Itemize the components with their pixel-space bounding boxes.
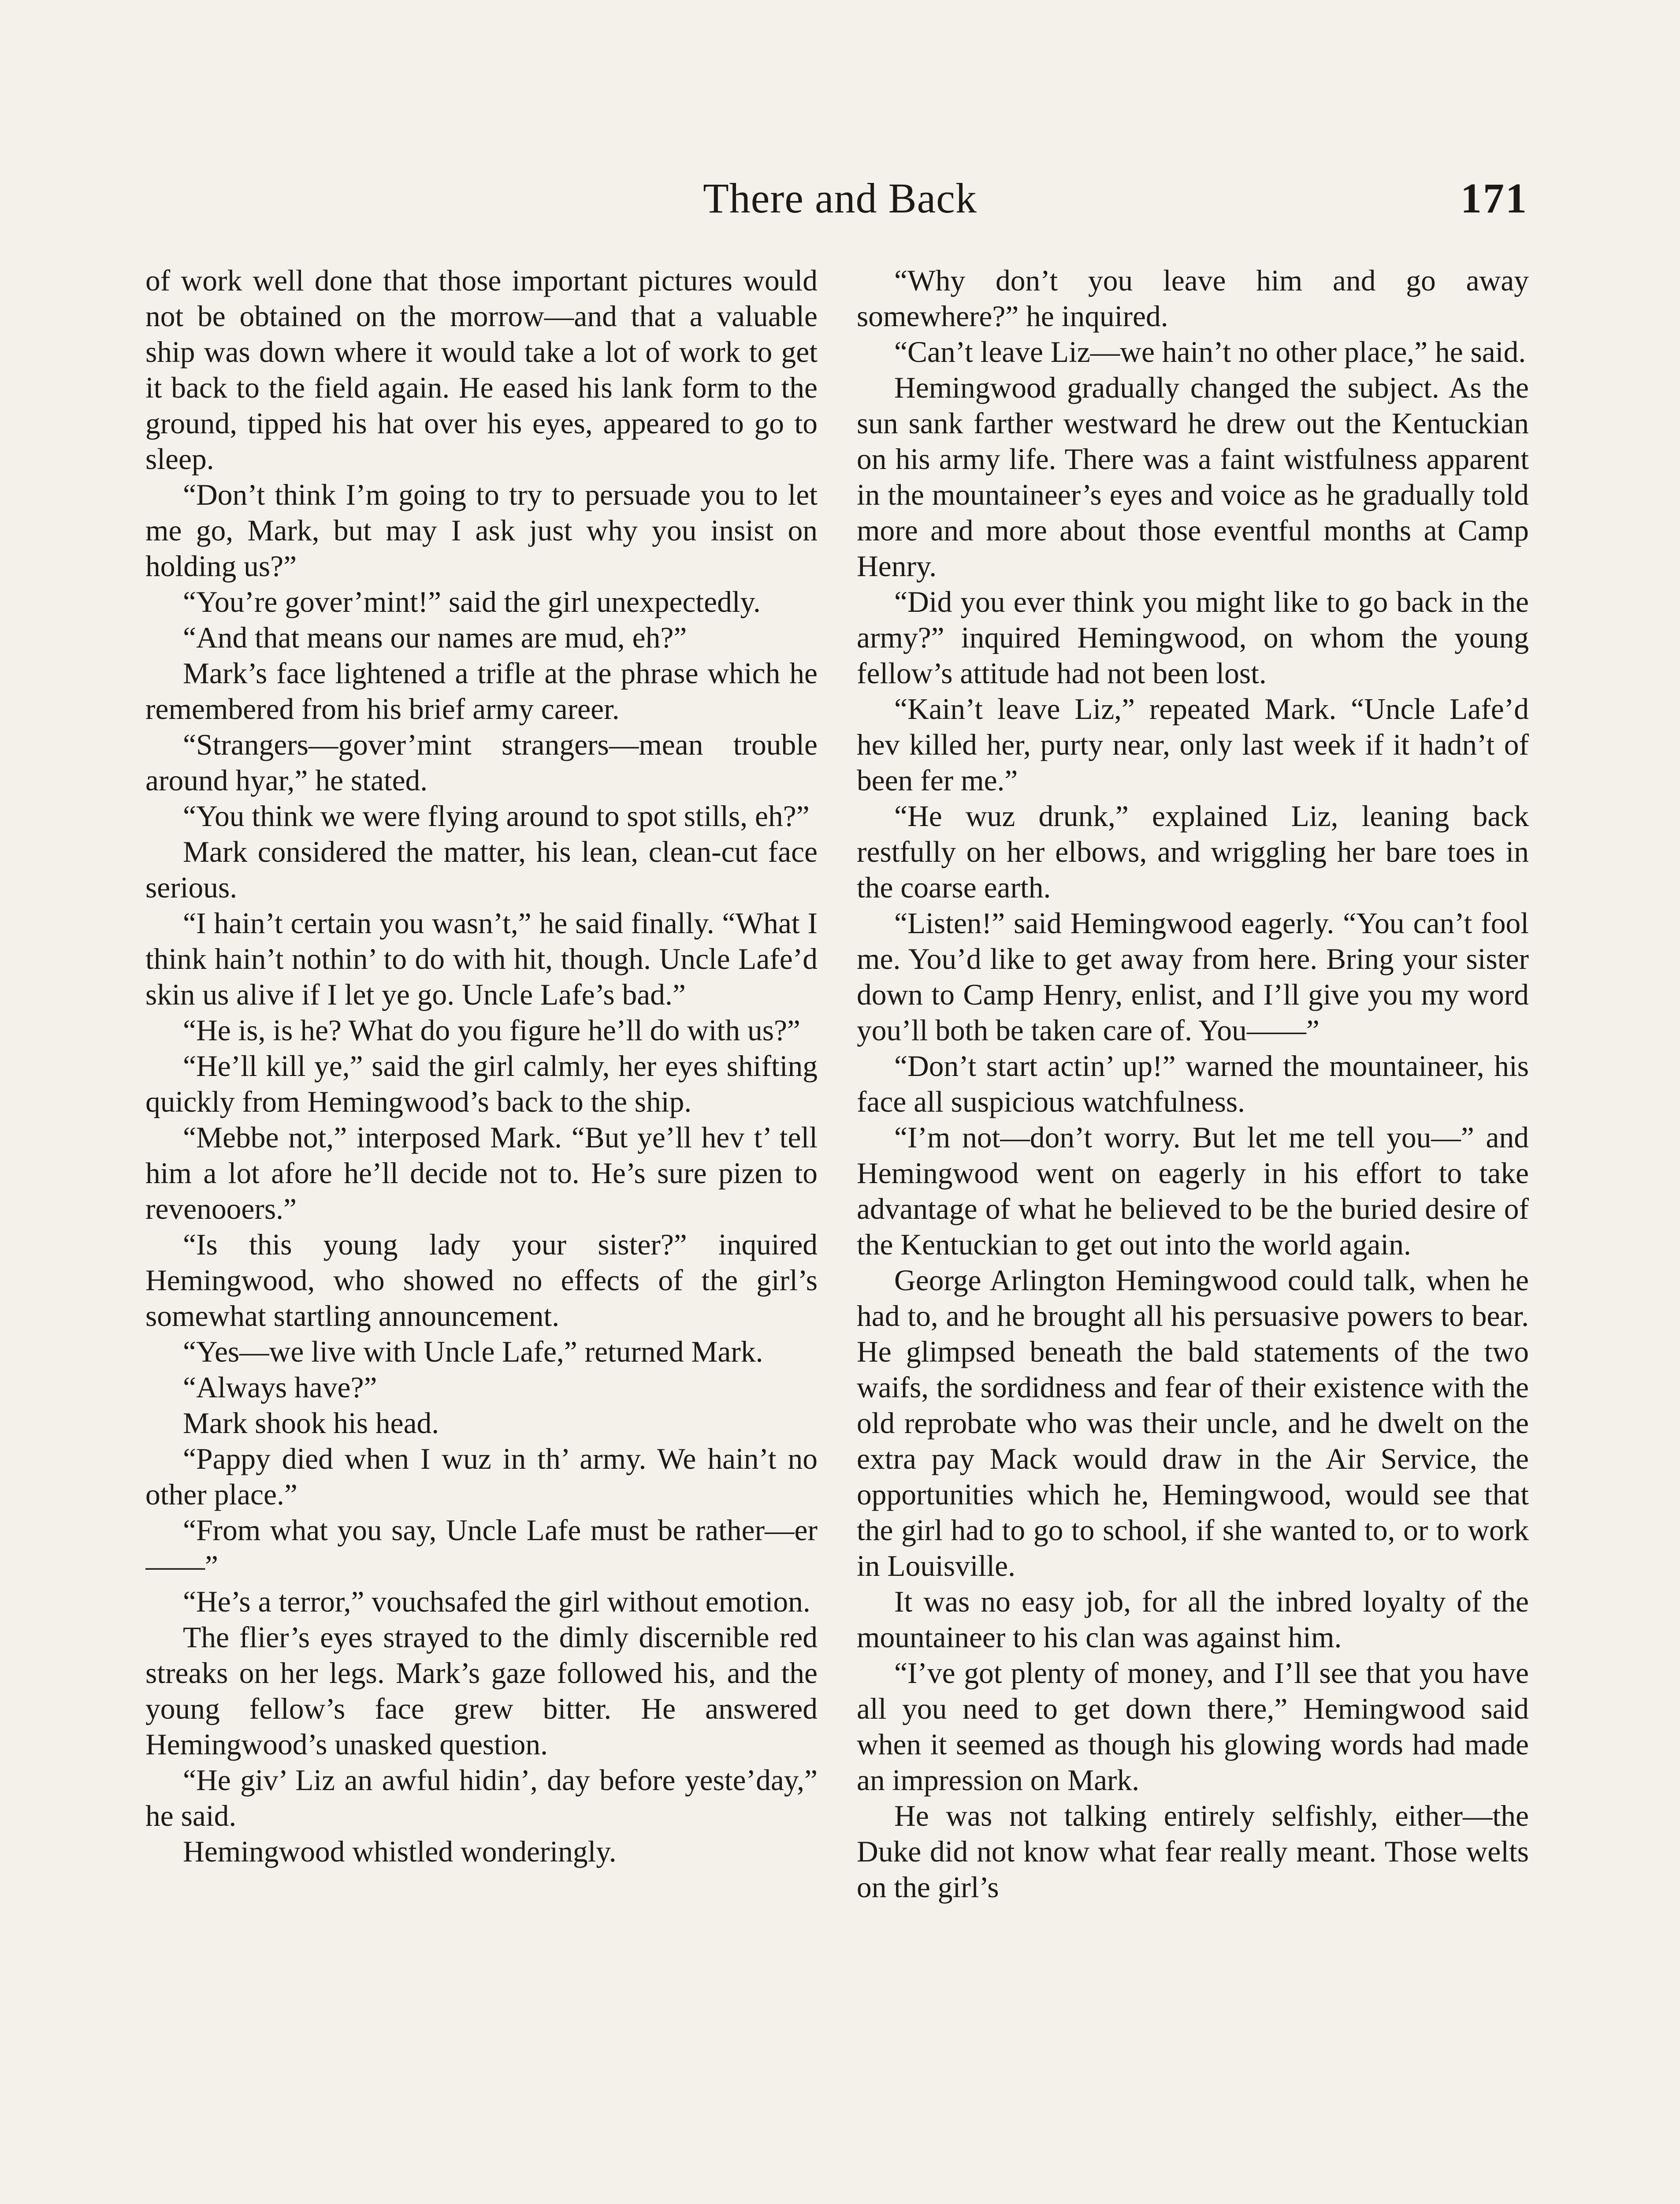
paragraph: It was no easy job, for all the inbred loyalty of the mountaineer to his clan was against him. <box>857 1585 1529 1654</box>
paragraph: “Did you ever think you might like to go back in the army?” inquired Hemingwood, on whom the young fellow’s attitude had not been lost. <box>857 585 1529 690</box>
paragraph: “Don’t start actin’ up!” warned the mountaineer, his face all suspicious watchfulness. <box>857 1050 1529 1118</box>
paragraph: “Kain’t leave Liz,” repeated Mark. “Uncle Lafe’d hev killed her, purty near, only last week if it hadn’t of been fer me.” <box>857 692 1529 797</box>
paragraph: Mark shook his head. <box>183 1407 439 1440</box>
paragraph: “He’ll kill ye,” said the girl calmly, her eyes shifting quickly from Hemingwood’s back to the ship. <box>145 1050 818 1118</box>
paragraph: Mark’s face lightened a trifle at the phrase which he remembered from his brief army career. <box>145 657 818 726</box>
left-text-column <box>145 263 818 2204</box>
paragraph: “Why don’t you leave him and go away somewhere?” he inquired. <box>857 264 1529 333</box>
paragraph: “Listen!” said Hemingwood eagerly. “You can’t fool me. You’d like to get away from here. Bring your sister down to Camp Henry, enlist, and I’ll give you my word you’ll both be taken care of. You——” <box>857 907 1529 1047</box>
paragraph: “And that means our names are mud, eh?” <box>183 621 687 654</box>
paragraph: Mark considered the matter, his lean, clean-cut face serious. <box>145 835 818 904</box>
paragraph: “I’m not—don’t worry. But let me tell you—” and Hemingwood went on eagerly in his effort to take advantage of what he believed to be the buried desire of the Kentuckian to get out into the world again. <box>857 1121 1529 1261</box>
paragraph: “He is, is he? What do you figure he’ll do with us?” <box>183 1014 800 1047</box>
paragraph: The flier’s eyes strayed to the dimly discernible red streaks on her legs. Mark’s gaze followed his, and the young fellow’s face grew bitter. He answered Hemingwood’s unasked question. <box>145 1621 818 1761</box>
running-title: There and Back <box>703 175 977 222</box>
paragraph: “He’s a terror,” vouchsafed the girl without emotion. <box>183 1585 810 1618</box>
paragraph: “He wuz drunk,” explained Liz, leaning back restfully on her elbows, and wriggling her bare toes in the coarse earth. <box>857 800 1529 904</box>
page-number: 171 <box>1461 175 1528 222</box>
paragraph: “Can’t leave Liz—we hain’t no other place,” he said. <box>894 335 1526 369</box>
paragraph: “Strangers—gover’mint strangers—mean trouble around hyar,” he stated. <box>145 728 818 797</box>
paragraph: George Arlington Hemingwood could talk, when he had to, and he brought all his persuasive powers to bear. He glimpsed beneath the bald statements of the two waifs, the sordidness and fear of their existence with the old reprobate who was their uncle, and he dwelt on the extra pay Mack would draw in the Air Service, the opportunities which he, Hemingwood, would see that the girl had to go to school, if she wanted to, or to work in Louisville. <box>857 1264 1529 1582</box>
paragraph: He was not talking entirely selfishly, either—the Duke did not know what fear really meant. Those welts on the girl’s <box>857 1799 1529 1904</box>
paragraph: “Yes—we live with Uncle Lafe,” returned Mark. <box>183 1335 763 1368</box>
paragraph: “I hain’t certain you wasn’t,” he said finally. “What I think hain’t nothin’ to do with hit, though. Uncle Lafe’d skin us alive if I let ye go. Uncle Lafe’s bad.” <box>145 907 818 1011</box>
right-text-column <box>857 263 1529 2204</box>
paragraph: “He giv’ Liz an awful hidin’, day before yeste’day,” he said. <box>145 1764 818 1832</box>
paragraph: Hemingwood gradually changed the subject. As the sun sank farther westward he drew out the Kentuckian on his army life. There was a faint wistfulness apparent in the mountaineer’s eyes and voice as he gradually told more and more about those eventful months at Camp Henry. <box>857 371 1529 583</box>
paragraph: “Mebbe not,” interposed Mark. “But ye’ll hev t’ tell him a lot afore he’ll decide not to. He’s sure pizen to revenooers.” <box>145 1121 818 1225</box>
paragraph: of work well done that those important pictures would not be obtained on the morrow—and that a valuable ship was down where it would take a lot of work to get it back to the field again. He eased his lank form to the ground, tipped his hat over his eyes, appeared to go to sleep. <box>145 264 818 476</box>
paragraph: “Always have?” <box>183 1371 377 1404</box>
paragraph: “Is this young lady your sister?” inquired Hemingwood, who showed no effects of the girl’s somewhat startling announcement. <box>145 1228 818 1333</box>
paragraph: “You’re gover’mint!” said the girl unexpectedly. <box>183 585 761 618</box>
paragraph: Hemingwood whistled wonderingly. <box>183 1835 617 1868</box>
running-head <box>0 168 1680 229</box>
paragraph: “You think we were flying around to spot stills, eh?” <box>183 800 810 833</box>
paragraph: “From what you say, Uncle Lafe must be rather—er——” <box>145 1514 818 1582</box>
paragraph: “I’ve got plenty of money, and I’ll see that you have all you need to get down there,” Hemingwood said when it seemed as though his glowing words had made an impression on Mark. <box>857 1657 1529 1797</box>
paragraph: “Pappy died when I wuz in th’ army. We hain’t no other place.” <box>145 1442 818 1511</box>
paragraph: “Don’t think I’m going to try to persuade you to let me go, Mark, but may I ask just why you insist on holding us?” <box>145 478 818 583</box>
